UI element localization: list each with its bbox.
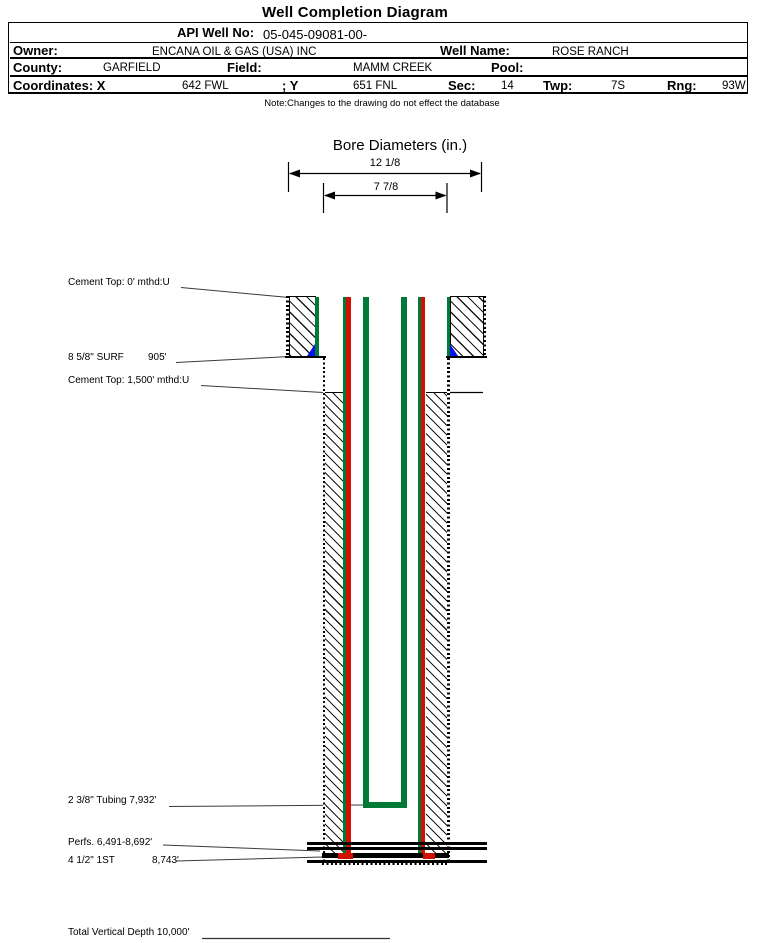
tubing-bottom bbox=[363, 802, 407, 808]
county-label: County: bbox=[13, 59, 63, 75]
perforations-annotation: Perfs. 6,491-8,692' bbox=[68, 837, 153, 848]
cement-top-1500-leader bbox=[201, 386, 323, 393]
surface-casing-line-left bbox=[315, 297, 319, 357]
outer-bore-dimension-label: 12 1/8 bbox=[369, 156, 401, 169]
production-casing-annotation: 4 1/2" 1ST bbox=[68, 854, 115, 866]
surface-casing-depth: 905' bbox=[148, 351, 167, 363]
borehole-wall-right bbox=[447, 358, 450, 863]
production-cement-right bbox=[426, 392, 448, 854]
perforation-bar bbox=[307, 842, 487, 845]
production-casing-depth: 8,743' bbox=[152, 854, 179, 866]
page-title: Well Completion Diagram bbox=[261, 4, 448, 21]
surface-casing-shoe-right bbox=[446, 356, 487, 359]
surface-casing-leader bbox=[176, 357, 290, 363]
cement-top-0-leader bbox=[181, 288, 289, 298]
well-name-value: ROSE RANCH bbox=[552, 45, 629, 58]
tubing-right bbox=[401, 297, 407, 808]
field-label: Field: bbox=[227, 59, 262, 75]
coordinates-x-value: 642 FWL bbox=[182, 80, 229, 92]
wellbore-bottom-dotted-edge bbox=[322, 863, 449, 865]
production-casing-shoe-left bbox=[338, 853, 353, 859]
field-value: MAMM CREEK bbox=[353, 62, 433, 74]
cement-marker-right bbox=[450, 344, 458, 356]
perforation-bar bbox=[307, 847, 487, 850]
surface-casing-annotation: 8 5/8" SURF bbox=[68, 351, 124, 363]
production-cement-left bbox=[325, 392, 343, 854]
production-casing-red-left bbox=[346, 297, 351, 853]
surface-casing-shoe-left bbox=[285, 356, 326, 359]
api-well-no-value: 05-045-09081-00- bbox=[263, 26, 368, 42]
tubing-left bbox=[363, 297, 369, 808]
rng-label: Rng: bbox=[667, 77, 697, 93]
sec-value: 14 bbox=[501, 80, 514, 92]
twp-label: Twp: bbox=[543, 77, 573, 93]
perfs-leader bbox=[163, 845, 320, 851]
county-value: GARFIELD bbox=[103, 62, 161, 74]
production-casing-red-right bbox=[421, 297, 425, 853]
api-well-no-label: API Well No: bbox=[177, 25, 255, 40]
tubing-annotation: 2 3/8" Tubing 7,932' bbox=[68, 795, 157, 806]
twp-value: 7S bbox=[611, 80, 626, 92]
tvd-annotation: Total Vertical Depth 10,000' bbox=[68, 927, 190, 938]
coordinates-y-value: 651 FNL bbox=[353, 80, 398, 92]
sec-label: Sec: bbox=[448, 77, 476, 93]
cement-top-0-annotation: Cement Top: 0' mthd:U bbox=[68, 277, 170, 288]
owner-value: ENCANA OIL & GAS (USA) INC bbox=[152, 45, 317, 58]
production-casing-shoe-right bbox=[423, 853, 435, 859]
database-note: Note:Changes to the drawing do not effect the database bbox=[264, 98, 500, 109]
pool-label: Pool: bbox=[491, 59, 524, 75]
rng-value: 93W bbox=[722, 80, 746, 92]
well-name-label: Well Name: bbox=[440, 43, 510, 58]
coordinates-label: Coordinates: X bbox=[13, 77, 106, 93]
cement-marker-left bbox=[307, 344, 315, 356]
owner-label: Owner: bbox=[13, 43, 58, 58]
cement-top-1500-annotation: Cement Top: 1,500' mthd:U bbox=[68, 374, 190, 386]
bore-diameters-title: Bore Diameters (in.) bbox=[332, 137, 468, 154]
inner-bore-dimension-label: 7 7/8 bbox=[373, 180, 399, 193]
coordinates-y-label: ; Y bbox=[282, 77, 299, 93]
